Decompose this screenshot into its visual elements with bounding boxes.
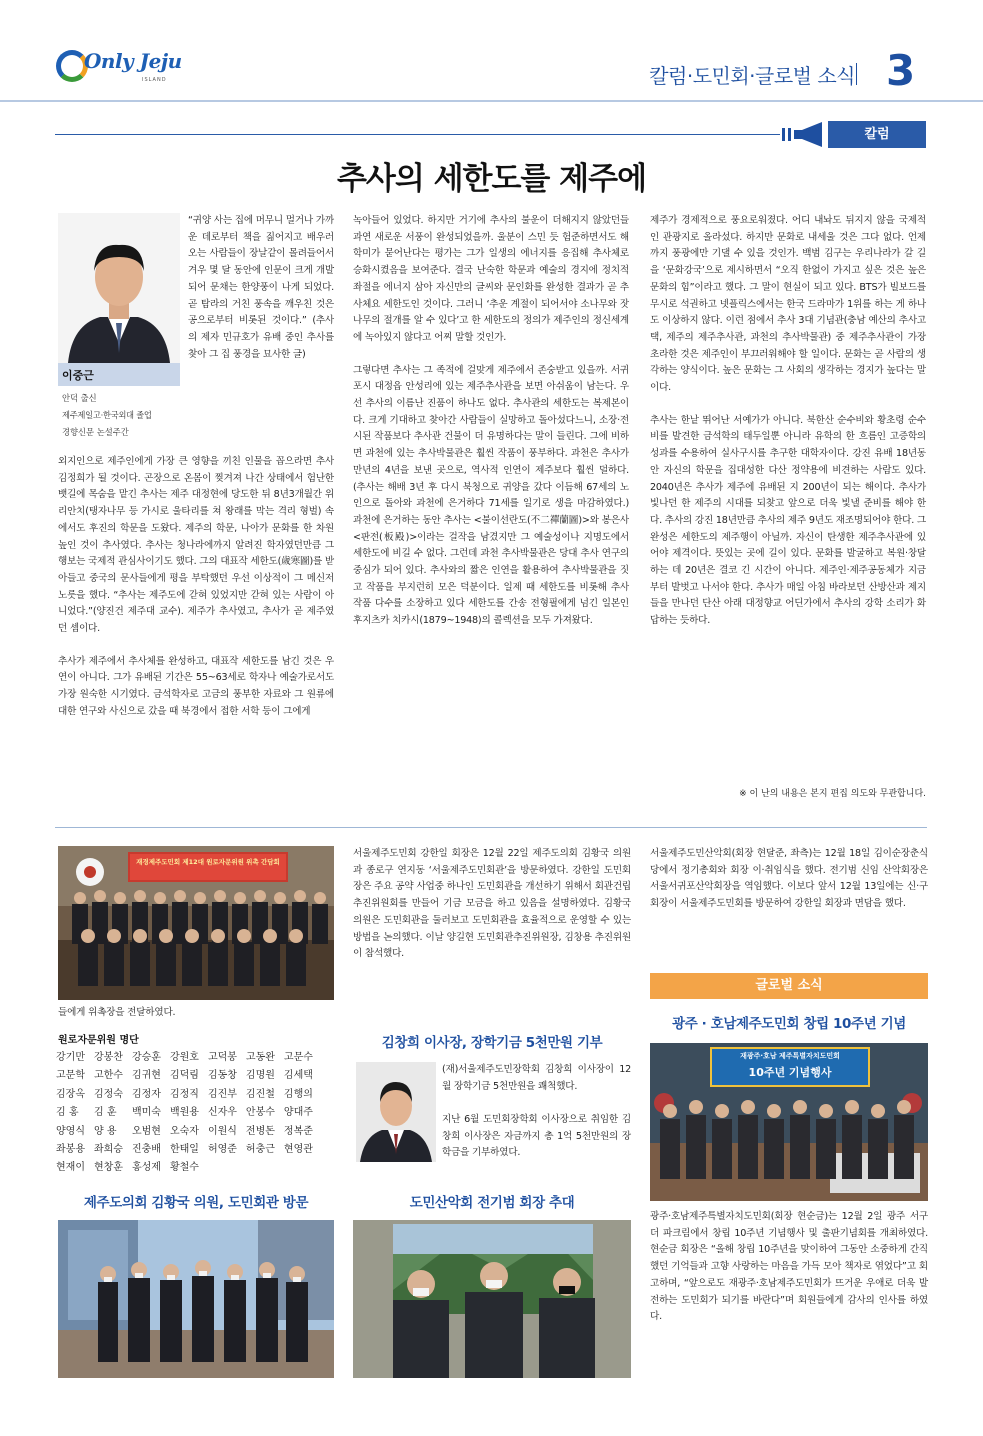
advisor-name: 고덕봉 (207, 1052, 237, 1063)
advisors-heading: 원로자문위원 명단 (58, 1035, 139, 1046)
advisor-name: 양영식 (56, 1125, 85, 1137)
column-intro-quote: “귀양 사는 집에 머무니 멀거나 가까운 데로부터 책을 짊어지고 배우러 오는 사람들이 장날같이 몰려들어서 겨우 몇 달 동안에 인문이 크게 개발되어 문채는 한양풍이 나게 되었다. 곧 탐라의 거친 풍속을 깨우친 것은 공으로부터 비롯된 것이다.” (추사의 제자 민규호가 유배 중인 추사를 찾아 그 집 풍경을 묘사한 글) (188, 215, 334, 360)
scholarship-body-2 (353, 1112, 631, 1162)
advisor-name: 이원식 (207, 1125, 237, 1137)
column-col2 (353, 213, 629, 630)
paragraph: 녹아들어 있었다. 하지만 거기에 추사의 불운이 더해지지 않았던들 과연 새로운 서풍이 완성되었을까. 울분이 스민 듯 험준하면서도 해학미가 묻어난다는 평가는 그가 일생의 에너지를 응집해 추사체로 승화시켰음을 보여준다. 결국 난숙한 학문과 예술의 경지에 정치적 좌절을 에너지 삼아 자신만의 글씨와 문인화를 완성한 결과가 곧 추사체요 세한도인 것이다. 그러니 ‘추운 계절이 되어서야 소나무와 잣나무의 절개를 알 수 있다’고 한 세한도의 정의가 제주인의 정신세계에 녹아있지 않다고 어찌 말할 것인가. (353, 215, 629, 343)
title-separator (856, 63, 857, 85)
advisor-name: 김 홍 (56, 1107, 79, 1119)
advisor-name: 고동완 (245, 1052, 275, 1063)
advisor-name: 김정숙 (93, 1088, 123, 1100)
advisor-name: 김정직 (169, 1088, 199, 1100)
paragraph: 추사는 한낱 뛰어난 서예가가 아니다. 북한산 순수비와 황초령 순수비를 발견한 금석학의 태두일뿐 아니라 유학의 한 흐름인 고증학의 성과를 수용하여 실사구시를 추구한 대학자이다. 강진 유배 18년동안 자신의 학문을 집대성한 다산 정약용에 비견하는 사람도 있다. 2040년은 추사가 제주에 유배된 지 200년이 되는 해이다. 추사가 빛나던 한 제주의 시대를 되찾고 앞으로 더욱 빛낼 준비를 해야 한다. 추사의 강진 18년만큼 추사의 제주 9년도 재조명되어야 한다. 그 완성은 세한도의 제주행이 아닐까. 자신이 탄생한 제주추사관에 있어야 제격이다. 뜻있는 곳에 길이 있다. 문화를 발굴하고 복원·창달하는 데 20년은 결코 긴 시간이 아니다. 제주인·제주공동체가 지금부터 발벗고 나서야 한다. 추사가 매일 아침 바라보던 산방산과 제지들을 만나던 단산 아래 대정향교 어딘가에서 추사의 강학 소리가 화답하는 듯하다. (650, 414, 926, 627)
advisor-name: 좌봉용 (56, 1144, 85, 1156)
advisor-name: 오범현 (131, 1125, 161, 1137)
advisor-name: 김행의 (283, 1088, 313, 1100)
advisor-name: 김진철 (245, 1088, 275, 1100)
advisor-row (56, 1159, 322, 1177)
advisor-name: 김동창 (207, 1070, 237, 1082)
gwangju-body: 광주·호남제주특별자치도민회(회장 현순금)는 12월 2일 광주 서구 더 파크림에서 창립 10주년 기념행사 및 출판기념회를 개최하였다. 현순금 회장은 “올해 창립 10주년을 맞이하여 그동안 소중하게 간직했던 기억들과 고향 사랑하는 마음을 가득 모아 책자로 엮었다”고 회고하며, “앞으로도 재광주·호남제주도민회가 뜨거운 우애로 더욱 발전하는 도민회가 되기를 바란다”며 회원들에게 감사의 인사를 하였다. (650, 1211, 928, 1323)
visit-photo (58, 1220, 334, 1378)
advisor-name: 백원용 (169, 1107, 199, 1119)
header (0, 0, 983, 115)
advisor-name: 신자우 (207, 1107, 237, 1119)
advisor-name: 현영관 (283, 1144, 313, 1156)
advisor-name: 김진부 (207, 1088, 237, 1100)
advisor-name: 현재이 (56, 1162, 85, 1174)
scholarship-body-2-text: 지난 6월 도민회장학회 이사장으로 취임한 김창희 이사장은 자금까지 총 1억 5천만원의 장학금을 기부하였다. (442, 1114, 631, 1159)
logo (52, 46, 202, 96)
advisor-name: 고문학 (56, 1070, 85, 1082)
advisors-list (56, 1049, 322, 1178)
paragraph: 그렇다면 추사는 그 족적에 걸맞게 제주에서 존숭받고 있을까. 서귀포시 대정읍 안성리에 있는 제주추사관을 보면 아쉬움이 남는다. 우선 추사의 이름난 진품이 하나도 없다. 추사관의 세한도는 복제본이다. 크게 기대하고 찾아간 사람들이 실망하고 돌아섰다느니, 소장·전시된 작품보다 추사관 건물이 더 유명하다는 말이 들린다. 그에 비하면 과천에 있는 추사박물관은 훨씬 작품이 풍부하다. 과천은 추사가 만년의 4년을 보낸 곳으로, 역사적 인연이 제주보다 훨씬 덜하다. (추사는 해배 3년 후 다시 북청으로 귀양을 갔다 이듬해 67세의 노인으로 돌아와 과천에 은거하다 71세를 일기로 생을 마감하였다.) 과천에 은거하는 동안 추사는 <불이선란도(不二禪蘭圖)>와 봉은사 <판전(板殿)>이라는 걸작을 남겼지만 그 예술성이나 지명도에서 세한도에 비길 수 없다. 그런데 과천 추사박물관은 당대 추사 연구의 중심가 되어 있다. 추사와의 짧은 인연을 활용하여 추사박물관을 짓고 작품을 부지런히 모은 덕분이다. 일제 때 세한도를 비롯해 추사 작품 다수를 소장하고 있다 세한도를 간송 전형필에게 넘긴 일본인 후지츠카 치카시(1879~1948)의 콜렉션을 모두 가져왔다. (353, 364, 629, 627)
advisor-name: 김 훈 (93, 1107, 117, 1119)
author-name: 이중근 (62, 369, 94, 382)
advisor-name: 김덕림 (169, 1070, 199, 1082)
section-divider (55, 827, 927, 828)
paragraph: 제주가 경제적으로 풍요로워졌다. 어디 내놔도 뒤지지 않을 국제적인 관광지로 올라섰다. 하지만 문화로 내세울 것은 그다 없다. 언제까지 풍광에만 기댈 수 있을 것인가. 백범 김구는 우리나라가 갈 길을 ‘문화강국’으로 제시하면서 “오직 한없이 가지고 싶은 것은 높은 문화의 힘”이라고 했다. 그 말이 현실이 되고 있다. BTS가 빌보드를 무시로 석권하고 넷플릭스에서는 한국 드라마가 1위를 하는 게 하나도 이상하지 않다. 이런 점에서 추사 3대 기념관(충남 예산의 추사고택, 제주의 제주추사관, 과천의 추사박물관) 중 제주추사관이 가장 초라한 것은 제주인이 부끄러워해야 할 일이다. 문화는 곧 사람의 생각하는 양식이다. 높은 문화는 그 사회의 생각하는 경지가 높다는 말이다. (650, 215, 926, 394)
advisor-name: 강원호 (169, 1052, 199, 1063)
gwangju-heading: 광주 · 호남제주도민회 창립 10주년 기념 (672, 1016, 906, 1032)
author-bio-line: 제주제일고·한국외대 졸업 (62, 409, 152, 420)
author-bio-line: 경향신문 논설주간 (62, 426, 129, 437)
advisor-name: 현창훈 (93, 1162, 123, 1174)
paragraph: 외지인으로 제주인에게 가장 큰 영향을 끼친 인물을 꼽으라면 추사 김정희가 될 것이다. 곤장으로 온몸이 찢겨져 나간 상태에서 험난한 뱃길에 목숨을 맡긴 추사는 제주 대정현에 당도한 뒤 8년3개월간 위리안치(탱자나무 등 가시로 울타리를 쳐 왕래를 막는 격리 형벌) 속에서도 후진의 학문을 도왔다. 제주의 학문, 나아가 문화를 한 차원 높인 것이 추사였다. 추사는 청나라에까지 알려진 학자였던만큼 그 행보는 국제적 관심사이기도 했다. 그의 대표작 세한도(歲寒圖)를 받아들고 중국의 문사들에게 평을 부탁했던 우선 이상적이 그 메신저 노릇을 했다. “추사는 제주도에 갇혀 있었지만 갇혀 있는 사람이 아니었다.”(양진건 제주대 교수). 제주가 추사였고, 추사가 곧 제주였던 셈이다. (58, 456, 334, 635)
advisor-name: 전병돈 (245, 1125, 275, 1137)
advisor-name: 정복준 (283, 1125, 313, 1137)
logo-subtext: ISLAND (142, 77, 167, 83)
advisor-name: 양 용 (93, 1125, 117, 1137)
advisor-name: 한태일 (169, 1144, 199, 1156)
column-tag-rule (55, 134, 780, 135)
gwangju-photo (650, 1043, 928, 1201)
section-title: 칼럼·도민회·글로벌 소식 (649, 64, 855, 88)
mountain-photo (353, 1220, 631, 1378)
paragraph: 추사가 제주에서 추사체를 완성하고, 대표작 세한도를 남긴 것은 우연이 아니다. 그가 유배된 기간은 55~63세로 학자나 예술가로서도 가장 원숙한 시기였다. 금석학자로 고금의 풍부한 자료와 그 원류에 대한 연구와 사신으로 갔을 때 북경에서 접한 서학 등이 그에게 (58, 655, 334, 717)
mountain-body: 서울제주도민산악회(회장 현달준, 좌측)는 12월 18일 김이순장춘식당에서 정기총회와 회장 이·취임식을 했다. 전기범 신임 산악회장은 서울서귀포산악회장을 역임했다. 이보다 앞서 12월 13일에는 신·구회장이 서울제주도민회를 방문하여 강한일 회장과 면담을 했다. (650, 848, 928, 910)
scholarship-body-1: (재)서울제주도민장학회 김창희 이사장이 12월 장학기금 5천만원을 쾌척했다. (442, 1064, 631, 1092)
advisor-row (56, 1104, 322, 1122)
advisor-row (56, 1086, 322, 1104)
author-bio (62, 390, 184, 440)
author-bio-line: 안덕 출신 (62, 393, 97, 403)
advisor-name: 김정자 (131, 1088, 161, 1100)
advisor-name: 진충배 (131, 1144, 161, 1156)
advisors-group-photo (58, 846, 334, 1000)
visit-heading: 제주도의회 김황국 의원, 도민회관 방문 (83, 1195, 309, 1211)
scholarship-heading: 김창희 이사장, 장학기금 5천만원 기부 (381, 1035, 603, 1051)
advisor-name: 안봉수 (245, 1107, 275, 1119)
column-title: 추사의 세한도를 제주에 (336, 161, 647, 197)
advisor-name: 황철수 (169, 1162, 199, 1174)
advisor-name: 오숙자 (169, 1125, 199, 1137)
advisor-name: 백미숙 (131, 1107, 161, 1119)
advisor-name: 고문수 (283, 1052, 313, 1063)
advisor-name: 허충근 (245, 1144, 275, 1156)
advisor-name: 양대주 (283, 1107, 313, 1119)
advisor-name: 좌희승 (93, 1144, 123, 1156)
advisors-intro: 들에게 위촉장을 전달하였다. (58, 1007, 176, 1018)
advisor-name: 강봉찬 (93, 1052, 123, 1063)
megaphone-icon (780, 122, 830, 147)
author-photo (58, 213, 180, 363)
advisor-row (56, 1123, 322, 1141)
global-news-tag: 글로벌 소식 (650, 973, 928, 999)
logo-text: Only Jeju (84, 49, 182, 73)
visit-body: 서울제주도민회 강한일 회장은 12월 22일 제주도의회 김황국 의원과 종로구 연지동 ‘서울제주도민회관’을 방문하였다. 강한일 도민회장은 주요 공약 사업중 하나인 도민회관을 개선하기 위해서 회관건립추진위원회를 만들어 기금 모금을 하고 있음을 설명하였다. 김황국 의원은 도민회관을 둘러보고 도민회관을 효율적으로 운영할 수 있는 방법을 논의했다. 이날 양길현 도민회관추진위원장, 김창용 추진위원이 참석했다. (353, 848, 631, 960)
photo-banner-text: 재경제주도민회 제12대 원로자문위원 위촉 간담회 (136, 858, 280, 866)
column-col1 (58, 454, 334, 721)
advisor-name: 김명원 (245, 1070, 275, 1082)
advisor-row (56, 1067, 322, 1085)
advisor-name: 강기만 (56, 1052, 85, 1063)
advisor-name: 김장옥 (56, 1088, 85, 1100)
advisor-row (56, 1141, 322, 1159)
advisor-name: 김귀현 (131, 1070, 161, 1082)
advisor-name: 홍성제 (131, 1162, 161, 1174)
advisor-name: 강승훈 (131, 1052, 161, 1063)
column-col3 (650, 213, 926, 630)
column-tag: 칼럼 (828, 121, 926, 148)
header-rule (0, 100, 983, 102)
advisor-name: 고한수 (93, 1070, 123, 1082)
gwangju-banner-line1: 재광주·호남 제주특별자치도민회 (740, 1052, 840, 1060)
disclaimer: ※ 이 난의 내용은 본지 편집 의도와 무관합니다. (739, 789, 926, 799)
gwangju-banner-line2: 10주년 기념행사 (748, 1066, 832, 1079)
mountain-heading: 도민산악회 전기범 회장 추대 (409, 1195, 575, 1211)
advisor-name: 김세택 (283, 1070, 313, 1082)
advisor-row (56, 1049, 322, 1067)
page-number: 3 (886, 46, 916, 95)
advisor-name: 허영준 (207, 1144, 237, 1156)
